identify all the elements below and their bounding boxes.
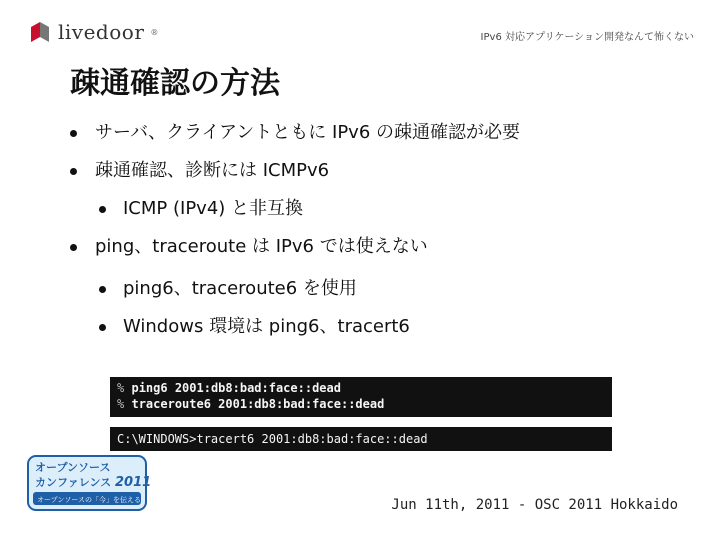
code-command: traceroute6 2001:db8:bad:face::dead bbox=[131, 397, 385, 411]
sub-bullet-item: Windows 環境は ping6、tracert6 bbox=[95, 316, 520, 338]
badge-tagline: オープンソースの「今」を伝える bbox=[37, 496, 142, 504]
code-command: ping6 2001:db8:bad:face::dead bbox=[131, 381, 341, 395]
livedoor-logo bbox=[28, 20, 158, 44]
shell-prompt: % bbox=[117, 397, 125, 411]
brand-name: livedoor bbox=[58, 20, 145, 44]
header-note: IPv6 対応アプリケーション開発なんて怖くない bbox=[480, 32, 694, 43]
bullet-item: ping、traceroute は IPv6 では使えない bbox=[95, 236, 520, 258]
unix-code-block bbox=[110, 377, 612, 417]
livedoor-door-icon bbox=[28, 20, 52, 44]
osc-2011-badge-logo bbox=[27, 455, 152, 511]
badge-line2: カンファレンス bbox=[35, 476, 112, 489]
windows-code-block: C:\WINDOWS>tracert6 2001:db8:bad:face::dead bbox=[110, 427, 612, 451]
shell-prompt: % bbox=[117, 381, 125, 395]
bullet-item: 疎通確認、診断には ICMPv6 bbox=[95, 160, 520, 182]
footer-date-event: Jun 11th, 2011 - OSC 2011 Hokkaido bbox=[391, 497, 678, 513]
registered-mark: ® bbox=[150, 27, 159, 37]
slide-title: 疎通確認の方法 bbox=[70, 66, 280, 101]
bullet-item: サーバ、クライアントともに IPv6 の疎通確認が必要 bbox=[95, 122, 521, 143]
badge-line1: オープンソース bbox=[35, 461, 111, 474]
sub-bullet-item: ping6、traceroute6 を使用 bbox=[95, 278, 520, 300]
code-line bbox=[117, 380, 605, 396]
bullet-list bbox=[95, 122, 520, 338]
badge-year: 2011 bbox=[115, 475, 152, 490]
code-line bbox=[117, 396, 605, 412]
sub-bullet-item: ICMP (IPv4) と非互換 bbox=[95, 198, 520, 220]
